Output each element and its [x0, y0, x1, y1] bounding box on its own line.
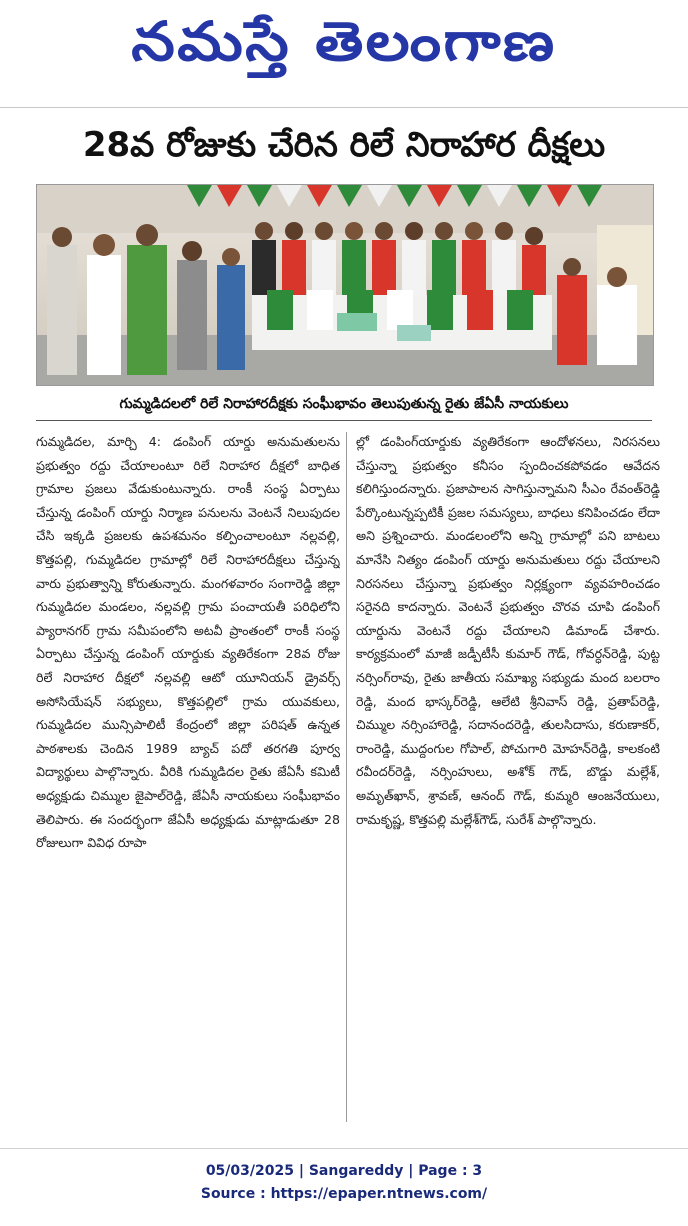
article-headline: [0, 116, 688, 182]
photo-caption: [36, 390, 652, 421]
photo-caption-text: గుమ్మడిదలలో రిలే నిరాహారదీక్షకు సంఘీభావం తెలుపుతున్న రైతు జేఏసీ నాయకులు: [119, 395, 569, 412]
column-divider: [346, 432, 347, 1122]
headline-text: 28వ రోజుకు చేరిన రిలే నిరాహార దీక్షలు: [82, 125, 606, 165]
footer-date-edition: 05/03/2025 | Sangareddy | Page : 3: [205, 1163, 483, 1179]
footer-source: Source : https://epaper.ntnews.com/: [200, 1186, 488, 1202]
article-column-left: [36, 430, 340, 1120]
protest-photo-image: [37, 185, 653, 385]
article-body-left: గుమ్మడిదల, మార్చి 4: డంపింగ్ యార్డు అనుమతులను ప్రభుత్వం రద్దు చేయాలంటూ రిలే నిరాహార దీక్షలో బాధిత గ్రామాల ప్రజలు వేడుకుంటున్నారు. రాంకీ సంస్థ ఏర్పాటు చేస్తున్న డంపింగ్ యార్డు నిర్మాణ పనులను వెంటనే నిలుపుదల చేసి ఇక్కడి ప్రజలకు ఉపశమనం కల్పించాలంటూ నల్లవల్లి, కొత్తపల్లి, గుమ్మడిదల గ్రామాల్లో రిలే నిరాహారదీక్షలు చేస్తున్న వారు ప్రభుత్వాన్ని కోరుతున్నారు. మంగళవారం సంగారెడ్డి జిల్లా గుమ్మడిదల మండలం, నల్లవల్లి గ్రామ పంచాయతీ పరిధిలోని ప్యారానగర్ గ్రామ సమీపంలోని అటవీ ప్రాంతంలో రాంకీ సంస్థ ఏర్పాటు చేస్తున్న డంపింగ్ యార్డుకు వ్యతిరేకంగా 28వ రోజు రిలే నిరాహార దీక్షలో నల్లవల్లి ఆటో యూనియన్ డ్రైవర్స్ అసోసియేషన్ సభ్యులు, కొత్తపల్లిలో గ్రామ యువకులు, గుమ్మడిదల మున్సిపాలిటీ కేంద్రంలో జిల్లా పరిషత్ ఉన్నత పాఠశాలకు చెందిన 1989 బ్యాచ్ పదో తరగతి పూర్వ విద్యార్థులు పాల్గొన్నారు. వీరికి గుమ్మడిదల రైతు జేఏసీ కమిటీ అధ్యక్షుడు చిమ్ముల జైపాల్‌రెడ్డి, జేఏసీ నాయకులు సంఘీభావం తెలిపారు. ఈ సందర్భంగా జేఏసీ అధ్యక్షుడు మాట్లాడుతూ 28 రోజులుగా వివిధ రూపా: [36, 434, 340, 851]
masthead: [0, 0, 688, 96]
footer-rule: [0, 1148, 688, 1149]
article-body-right: ల్లో డంపింగ్‌యార్డుకు వ్యతిరేకంగా ఆందోళనలు, నిరసనలు చేస్తున్నా ప్రభుత్వం కనీసం స్పందించకపోవడం ఆవేదన కలిగిస్తుందన్నారు. ప్రజాపాలన సాగిస్తున్నామని సీఎం రేవంత్‌రెడ్డి పేర్కొంటున్నప్పటికీ ప్రజల సమస్యలు, బాధలు కనిపించడం లేదా అని ప్రశ్నించారు. మండలంలోని అన్ని గ్రామాల్లో పని బాటలు మానేసి నిత్యం డంపింగ్ యార్డు అనుమతులు రద్దు చేయాలని నిరసనలు చేస్తున్నా ప్రభుత్వం నిర్లక్ష్యంగా వ్యవహరించడం సరైనది కాదన్నారు. వెంటనే ప్రభుత్వం చొరవ చూపి డంపింగ్ యార్డును వెంటనే రద్దు చేయాలని డిమాండ్ చేశారు. కార్యక్రమంలో మాజీ జడ్పీటీసీ కుమార్ గౌడ్, గోవర్ధన్‌రెడ్డి, పుట్ట నర్సింగ్‌రావు, రైతు జాతీయ సమాఖ్య సభ్యుడు మంద బలరాం రెడ్డి, మంద భాస్కర్‌రెడ్డి, ఆలేటి శ్రీనివాస్ రెడ్డి, ప్రతాప్‌రెడ్డి, చిమ్ముల నర్సింహారెడ్డి, సదానందరెడ్డి, తులసిదాసు, కరుణాకర్, రాంరెడ్డి, ముద్దంగుల గోపాల్, పోచుగారి మోహన్‌రెడ్డి, కాలకంటి రవీందర్‌రెడ్డి, నర్సింహులు, అశోక్ గౌడ్, బొడ్డు మల్లేశ్, అమృత్‌ఖాన్, శ్రావణ్, ఆనంద్ గౌడ్, కుమ్మరి ఆంజనేయులు, రామకృష్ణ, కొత్తపల్లి మల్లేశ్‌గౌడ్, సురేశ్ పాల్గొన్నారు.: [356, 434, 660, 827]
newspaper-title: నమస్తే తెలంగాణ: [131, 9, 557, 73]
article-column-right: [356, 430, 660, 1120]
page-footer: [0, 1160, 688, 1206]
article-photo: [36, 184, 654, 386]
masthead-rule: [0, 107, 688, 108]
